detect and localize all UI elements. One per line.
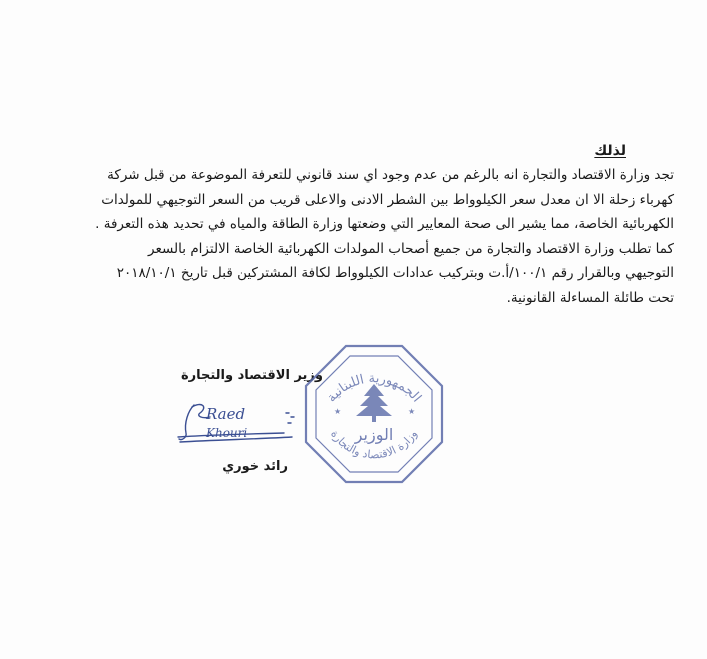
cedar-icon	[356, 384, 392, 422]
paragraph-1	[66, 163, 694, 237]
star-icon: ★	[408, 407, 416, 416]
paragraph-1-line-3: الكهربائية الخاصة، مما يشير الى صحة المعايير التي وضعتها وزارة الطاقة والمياه في تحديد هذه التعرفة .	[95, 216, 674, 232]
paragraph-2	[66, 237, 694, 311]
section-heading: لذلك	[594, 143, 626, 159]
paragraph-1-line-2: كهرباء زحلة الا ان معدل سعر الكيلوواط بين الشطر الادنى والاعلى قريب من السعر التوجيهي للمولدات	[101, 191, 674, 208]
paragraph-2-line-1: كما تطلب وزارة الاقتصاد والتجارة من جميع أصحاب المولدات الكهربائية الخاصة الالتزام بالسعر	[148, 240, 674, 257]
paragraph-2-line-2: التوجيهي وبالقرار رقم ١٠٠/١/أ.ت وبتركيب عدادات الكيلوواط لكافة المشتركين قبل تاريخ ٢٠١٨/١٠/١	[116, 265, 674, 281]
paragraph-2-line-3: تحت طائلة المساءلة القانونية.	[506, 289, 674, 306]
handwritten-signature	[176, 397, 316, 447]
signatory-name: رائد خوري	[222, 459, 288, 474]
signatory-title: وزير الاقتصاد والتجارة	[180, 368, 323, 383]
document-body	[66, 163, 694, 310]
star-icon: ★	[334, 407, 342, 416]
seal-bottom-text: وزارة الاقتصاد والتجارة	[328, 427, 420, 462]
ministry-seal-stamp	[300, 340, 448, 488]
signature-line-1: Raed	[206, 405, 246, 423]
signature-line-2: Khouri	[206, 426, 248, 440]
seal-center-text: الوزير	[354, 425, 394, 444]
seal-top-text: الجمهورية اللبنانية	[324, 371, 424, 406]
paragraph-1-line-1: تجد وزارة الاقتصاد والتجارة انه بالرغم من عدم وجود اي سند قانوني للتعرفة الموضوعة من قبل شركة	[107, 167, 674, 183]
